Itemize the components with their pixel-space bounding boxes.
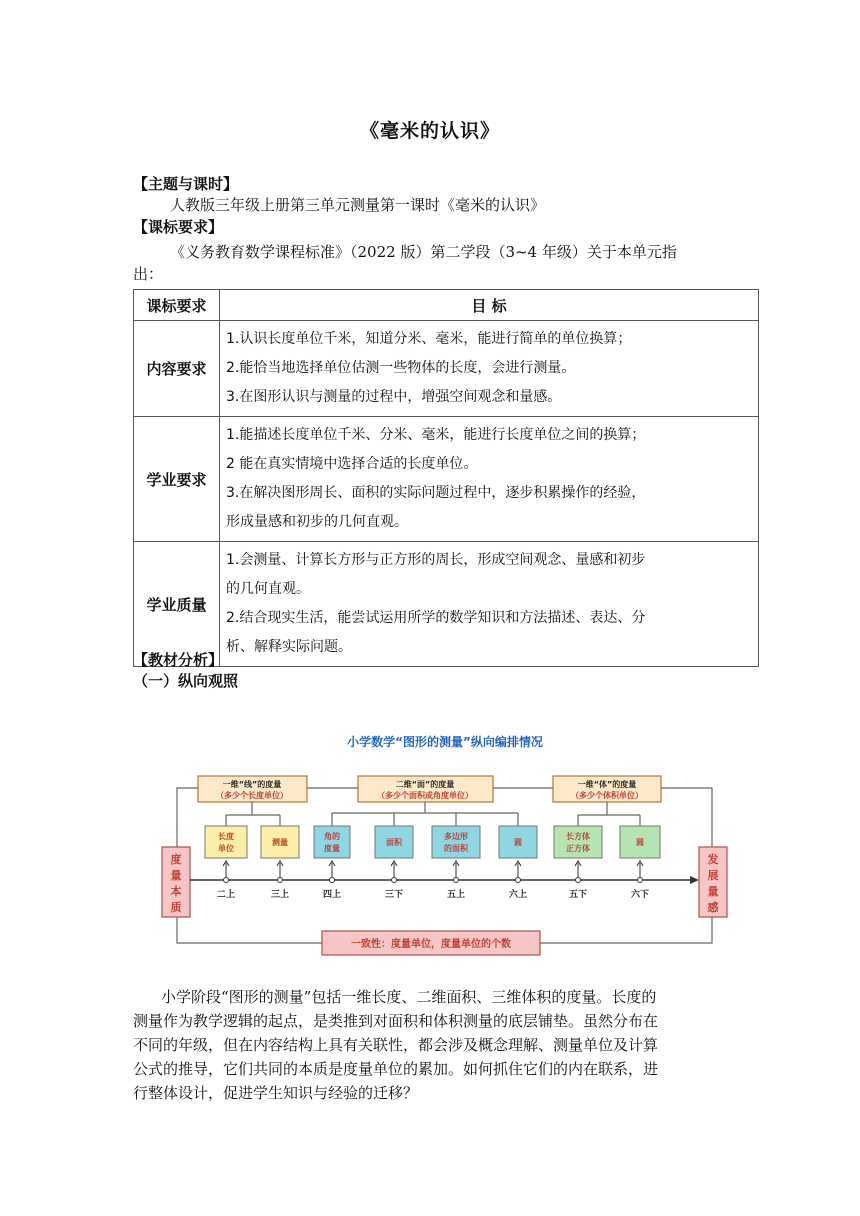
svg-text:多边形: 多边形: [444, 832, 468, 841]
svg-text:量: 量: [707, 885, 719, 898]
svg-text:单位: 单位: [218, 844, 234, 853]
box-measure: [261, 826, 299, 858]
svg-text:的面积: 的面积: [444, 844, 468, 853]
paragraph-line: 测量作为教学逻辑的起点，是类推到对面积和体积测量的底层铺垫。虽然分布在: [133, 1012, 659, 1030]
row-line: 2 能在真实情境中选择合适的长度单位。: [226, 456, 478, 472]
left-label-box: [162, 847, 190, 917]
svg-text:发: 发: [707, 853, 719, 866]
group-1d-line2: （多少个长度单位）: [216, 791, 288, 800]
row-label: 学业质量: [134, 542, 220, 667]
svg-text:度: 度: [170, 853, 182, 866]
paragraph-line: 不同的年级，但在内容结构上具有关联性，都会涉及概念理解、测量单位及计算: [133, 1036, 659, 1054]
row-content: [220, 321, 759, 417]
doc-title: 《毫米的认识》: [359, 120, 500, 142]
row-line: 3.在解决图形周长、面积的实际问题过程中，逐步积累操作的经验，: [226, 485, 646, 501]
svg-text:长方体: 长方体: [566, 832, 590, 841]
svg-text:展: 展: [707, 869, 719, 882]
grade-label: 五下: [568, 890, 588, 900]
svg-text:面积: 面积: [386, 838, 402, 847]
row-line: 3.在图形认识与测量的过程中，增强空间观念和量感。: [226, 389, 562, 405]
table-col2-header: 目 标: [220, 290, 759, 321]
topic-body: 人教版三年级上册第三单元测量第一课时《毫米的认识》: [170, 196, 546, 214]
grade-label: 三上: [270, 890, 290, 900]
standards-table: [133, 289, 759, 667]
standard-header: 【课标要求】: [133, 218, 224, 236]
analysis-paragraph: [133, 985, 763, 1105]
box-cuboid: [554, 826, 602, 858]
row-line: 形成量感和初步的几何直观。: [226, 514, 408, 530]
group-3d-line2: （多少个体积单位）: [571, 791, 643, 800]
svg-text:圆: 圆: [636, 838, 644, 847]
row-line: 2.结合现实生活，能尝试运用所学的数学知识和方法描述、表达、分: [226, 610, 646, 626]
box-length-unit: [205, 826, 247, 858]
row-line: 1.认识长度单位千米，知道分米、毫米，能进行简单的单位换算；: [226, 331, 632, 347]
box-cylinder: [620, 826, 660, 858]
row-line: 析、解释实际问题。: [226, 639, 352, 655]
svg-text:质: 质: [170, 901, 182, 914]
grade-label: 六上: [508, 890, 528, 900]
measurement-diagram: [150, 725, 740, 965]
standard-intro-line2: 出：: [133, 265, 164, 283]
paragraph-line: 行整体设计，促进学生知识与经验的迁移？: [133, 1084, 419, 1102]
svg-text:测量: 测量: [272, 838, 288, 847]
svg-text:度量: 度量: [324, 844, 340, 853]
row-content: [220, 542, 759, 667]
row-content: [220, 417, 759, 542]
row-line: 2.能恰当地选择单位估测一些物体的长度，会进行测量。: [226, 360, 576, 376]
row-line: 1.能描述长度单位千米、分米、毫米，能进行长度单位之间的换算；: [226, 427, 646, 443]
svg-text:角的: 角的: [324, 832, 340, 841]
material-header: 【教材分析】: [133, 651, 224, 669]
row-line: 的几何直观。: [226, 581, 310, 597]
box-area: [375, 826, 413, 858]
group-1d-line1: 一维“线”的度量: [222, 780, 282, 789]
grade-label: 四上: [322, 890, 342, 900]
svg-text:感: 感: [707, 901, 719, 914]
row-label: 内容要求: [134, 321, 220, 417]
box-circle: [499, 826, 537, 858]
grade-label: 二上: [216, 890, 236, 900]
grade-label: 六下: [630, 890, 650, 900]
paragraph-line: 公式的推导，它们共同的本质是度量单位的累加。如何抓住它们的内在联系，进: [133, 1060, 659, 1078]
grade-label: 五上: [446, 890, 466, 900]
group-2d-line1: 二维“面”的度量: [395, 780, 455, 789]
svg-text:圆: 圆: [514, 838, 522, 847]
paragraph-line: 小学阶段“图形的测量”包括一维长度、二维面积、三维体积的度量。长度的: [161, 988, 657, 1006]
box-angle: [314, 826, 350, 858]
box-polygon-area: [432, 826, 480, 858]
row-line: 1.会测量、计算长方形与正方形的周长，形成空间观念、量感和初步: [226, 552, 646, 568]
right-label-box: [699, 847, 727, 917]
diagram-title: 小学数学“图形的测量”纵向编排情况: [347, 735, 543, 749]
table-col1-header: 课标要求: [134, 290, 220, 321]
svg-text:量: 量: [170, 869, 182, 882]
consistency-text: 一致性：度量单位，度量单位的个数: [351, 939, 511, 950]
table-row: [134, 542, 759, 667]
table-row: [134, 321, 759, 417]
topic-header: 【主题与课时】: [133, 175, 239, 193]
table-row: [134, 417, 759, 542]
group-2d-line2: （多少个面积或角度单位）: [377, 791, 473, 800]
standard-intro-line1: 《义务教育数学课程标准》（2022 版）第二学段（3~4 年级）关于本单元指: [170, 243, 677, 261]
group-3d-line1: 一维“体”的度量: [577, 780, 637, 789]
svg-text:本: 本: [170, 885, 182, 898]
svg-text:正方体: 正方体: [566, 844, 590, 853]
table-header-row: [134, 290, 759, 321]
svg-text:长度: 长度: [218, 832, 234, 841]
row-label: 学业要求: [134, 417, 220, 542]
grade-label: 三下: [384, 890, 404, 900]
material-subheader: （一）纵向观照: [133, 672, 239, 690]
